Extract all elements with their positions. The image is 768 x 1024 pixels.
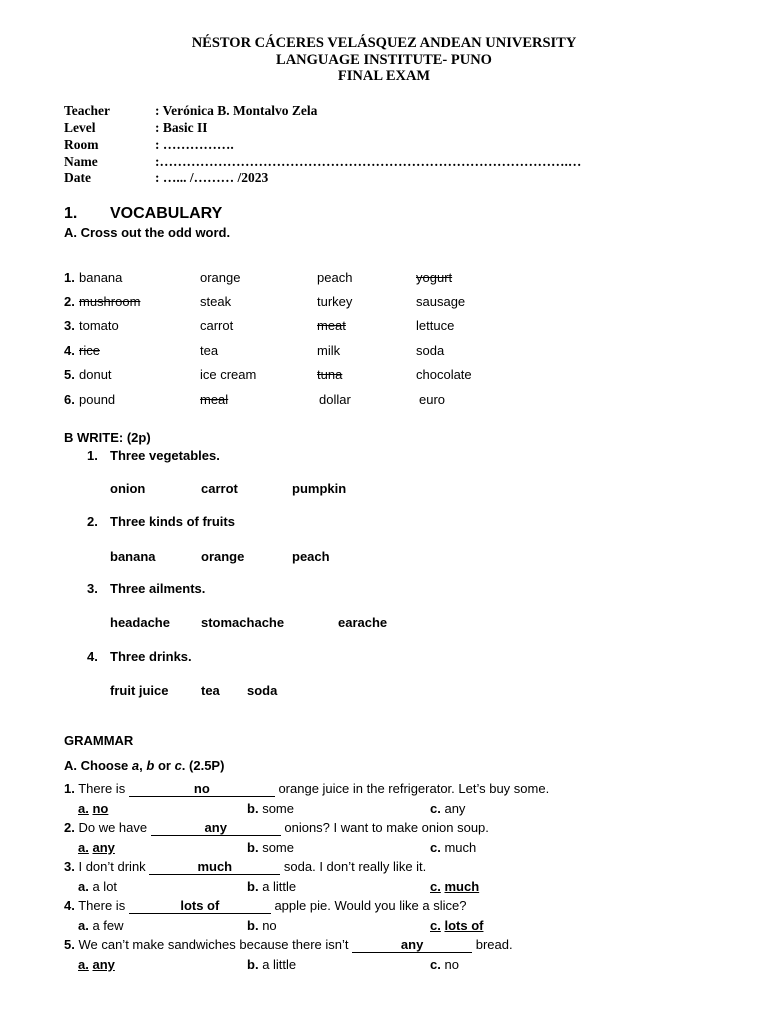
instruction-comma: , [139,758,147,773]
option-letter: c. [430,840,441,855]
correct-option [430,879,479,894]
word: sausage [416,294,466,309]
write-answer: banana [110,549,156,564]
info-label: Name [64,154,98,169]
option [430,840,476,855]
option-letter: a. [78,918,89,933]
option-text: lots of [444,918,484,933]
write-answer: carrot [201,481,238,496]
option [247,918,277,933]
word: steak [200,294,232,309]
option-b-letter: b [146,758,155,773]
option-letter: b. [247,957,259,972]
write-prompt: Three ailments. [110,581,206,596]
word: euro [419,392,446,407]
option [247,801,294,816]
item-number: 1. [64,270,75,285]
question-text-before: There is [78,898,126,913]
question-text-before: I don’t drink [78,859,146,874]
question-line [64,781,549,797]
option-text: a few [92,918,124,933]
option-text: no [262,918,277,933]
info-value: : Basic II [155,120,208,135]
option-letter: b. [247,918,259,933]
option-text: any [92,840,115,855]
write-number: 3. [87,581,98,596]
option-letter: a. [78,879,89,894]
answer-blank: much [149,860,280,875]
word: tomato [79,318,119,333]
grammar-instruction [64,758,224,773]
option-text: a little [262,879,297,894]
info-value: : Verónica B. Montalvo Zela [155,103,318,118]
write-answer: tea [201,683,220,698]
item-number: 2. [64,294,75,309]
item-number: 5. [64,367,75,382]
question-text-after: apple pie. Would you like a slice? [274,898,467,913]
option-letter: b. [247,801,259,816]
answer-blank: any [352,938,472,953]
write-answer: fruit juice [110,683,169,698]
write-answer: soda [247,683,278,698]
university-title: NÉSTOR CÁCERES VELÁSQUEZ ANDEAN UNIVERSITY [191,35,577,51]
answer-blank: no [129,782,275,797]
correct-option [78,957,115,972]
option-text: some [262,840,294,855]
info-label: Room [64,137,99,152]
word: turkey [317,294,353,309]
option-text: any [92,957,115,972]
answer-blank: lots of [129,899,271,914]
question-number: 2. [64,820,75,835]
institute-title: LANGUAGE INSTITUTE- PUNO [276,52,492,68]
info-value: :……………………………………………………………………………….… [155,154,582,169]
option-letter: c. [430,918,441,933]
option-text: a lot [92,879,118,894]
correct-option [430,918,483,933]
option-letter: b. [247,840,259,855]
question-text-before: Do we have [78,820,148,835]
correct-option [78,840,115,855]
option-letter: a. [78,840,89,855]
grammar-heading: GRAMMAR [64,733,134,748]
option [78,879,117,894]
answer-blank: any [151,821,281,836]
word: carrot [200,318,234,333]
option-text: some [262,801,294,816]
question-text-after: bread. [475,937,513,952]
vocabulary-number: 1. [64,205,78,222]
write-number: 1. [87,448,98,463]
question-text-after: orange juice in the refrigerator. Let’s buy some. [278,781,550,796]
option [247,879,296,894]
instruction-or: or [154,758,175,773]
instruction-text: A. Choose [64,758,132,773]
option [78,918,124,933]
write-answer: earache [338,615,388,630]
option-text: no [92,801,109,816]
word: pound [79,392,116,407]
info-value: : …... /……… /2023 [155,170,269,185]
option-letter: c. [430,801,441,816]
info-label: Date [64,170,91,185]
word: lettuce [416,318,455,333]
option-text: no [444,957,459,972]
option-a-letter: a [131,758,140,773]
option-letter: c. [430,957,441,972]
option [430,801,465,816]
question-line [64,859,426,875]
word: tea [200,343,219,358]
option-letter: a. [78,801,89,816]
crossed-word: tuna [317,367,343,382]
write-heading: B WRITE: (2p) [64,430,151,445]
question-line [64,820,489,836]
item-number: 3. [64,318,75,333]
info-value: : ……………. [155,137,234,152]
option-text: any [444,801,466,816]
write-answer: headache [110,615,170,630]
question-number: 1. [64,781,75,796]
write-answer: peach [292,549,330,564]
word: orange [200,270,241,285]
crossed-word: meat [317,318,346,333]
question-line [64,937,513,953]
question-number: 5. [64,937,75,952]
write-number: 4. [87,649,98,664]
item-number: 4. [64,343,75,358]
question-number: 4. [64,898,75,913]
write-answer: orange [201,549,245,564]
crossed-word: meal [200,392,229,407]
option-text: much [444,879,480,894]
correct-option [78,801,108,816]
write-prompt: Three vegetables. [110,448,220,463]
crossed-word: rice [79,343,100,358]
option-letter: c. [430,879,441,894]
word: dollar [319,392,351,407]
question-text-before: There is [78,781,126,796]
option-c-letter: c [174,758,182,773]
word: ice cream [200,367,257,382]
write-answer: stomachache [201,615,285,630]
crossed-word: yogurt [416,270,453,285]
vocabulary-heading: VOCABULARY [110,205,223,222]
word: donut [79,367,112,382]
option [430,957,459,972]
vocabulary-instruction: A. Cross out the odd word. [64,225,231,240]
question-line [64,898,466,914]
write-answer: pumpkin [292,481,347,496]
option-letter: a. [78,957,89,972]
option [247,957,296,972]
word: milk [317,343,341,358]
question-text-after: soda. I don’t really like it. [283,859,427,874]
option-text: a little [262,957,297,972]
word: banana [79,270,123,285]
info-label: Level [64,120,96,135]
option-letter: b. [247,879,259,894]
item-number: 6. [64,392,75,407]
question-number: 3. [64,859,75,874]
exam-title: FINAL EXAM [337,68,431,84]
crossed-word: mushroom [79,294,141,309]
word: peach [317,270,353,285]
write-prompt: Three drinks. [110,649,192,664]
write-prompt: Three kinds of fruits [110,514,235,529]
info-label: Teacher [64,103,110,118]
question-text-before: We can’t make sandwiches because there isn’t [78,937,349,952]
option-text: much [444,840,477,855]
word: chocolate [416,367,472,382]
write-answer: onion [110,481,146,496]
word: soda [416,343,445,358]
instruction-points: . (2.5P) [181,758,225,773]
option [247,840,294,855]
question-text-after: onions? I want to make onion soup. [284,820,489,835]
write-number: 2. [87,514,98,529]
